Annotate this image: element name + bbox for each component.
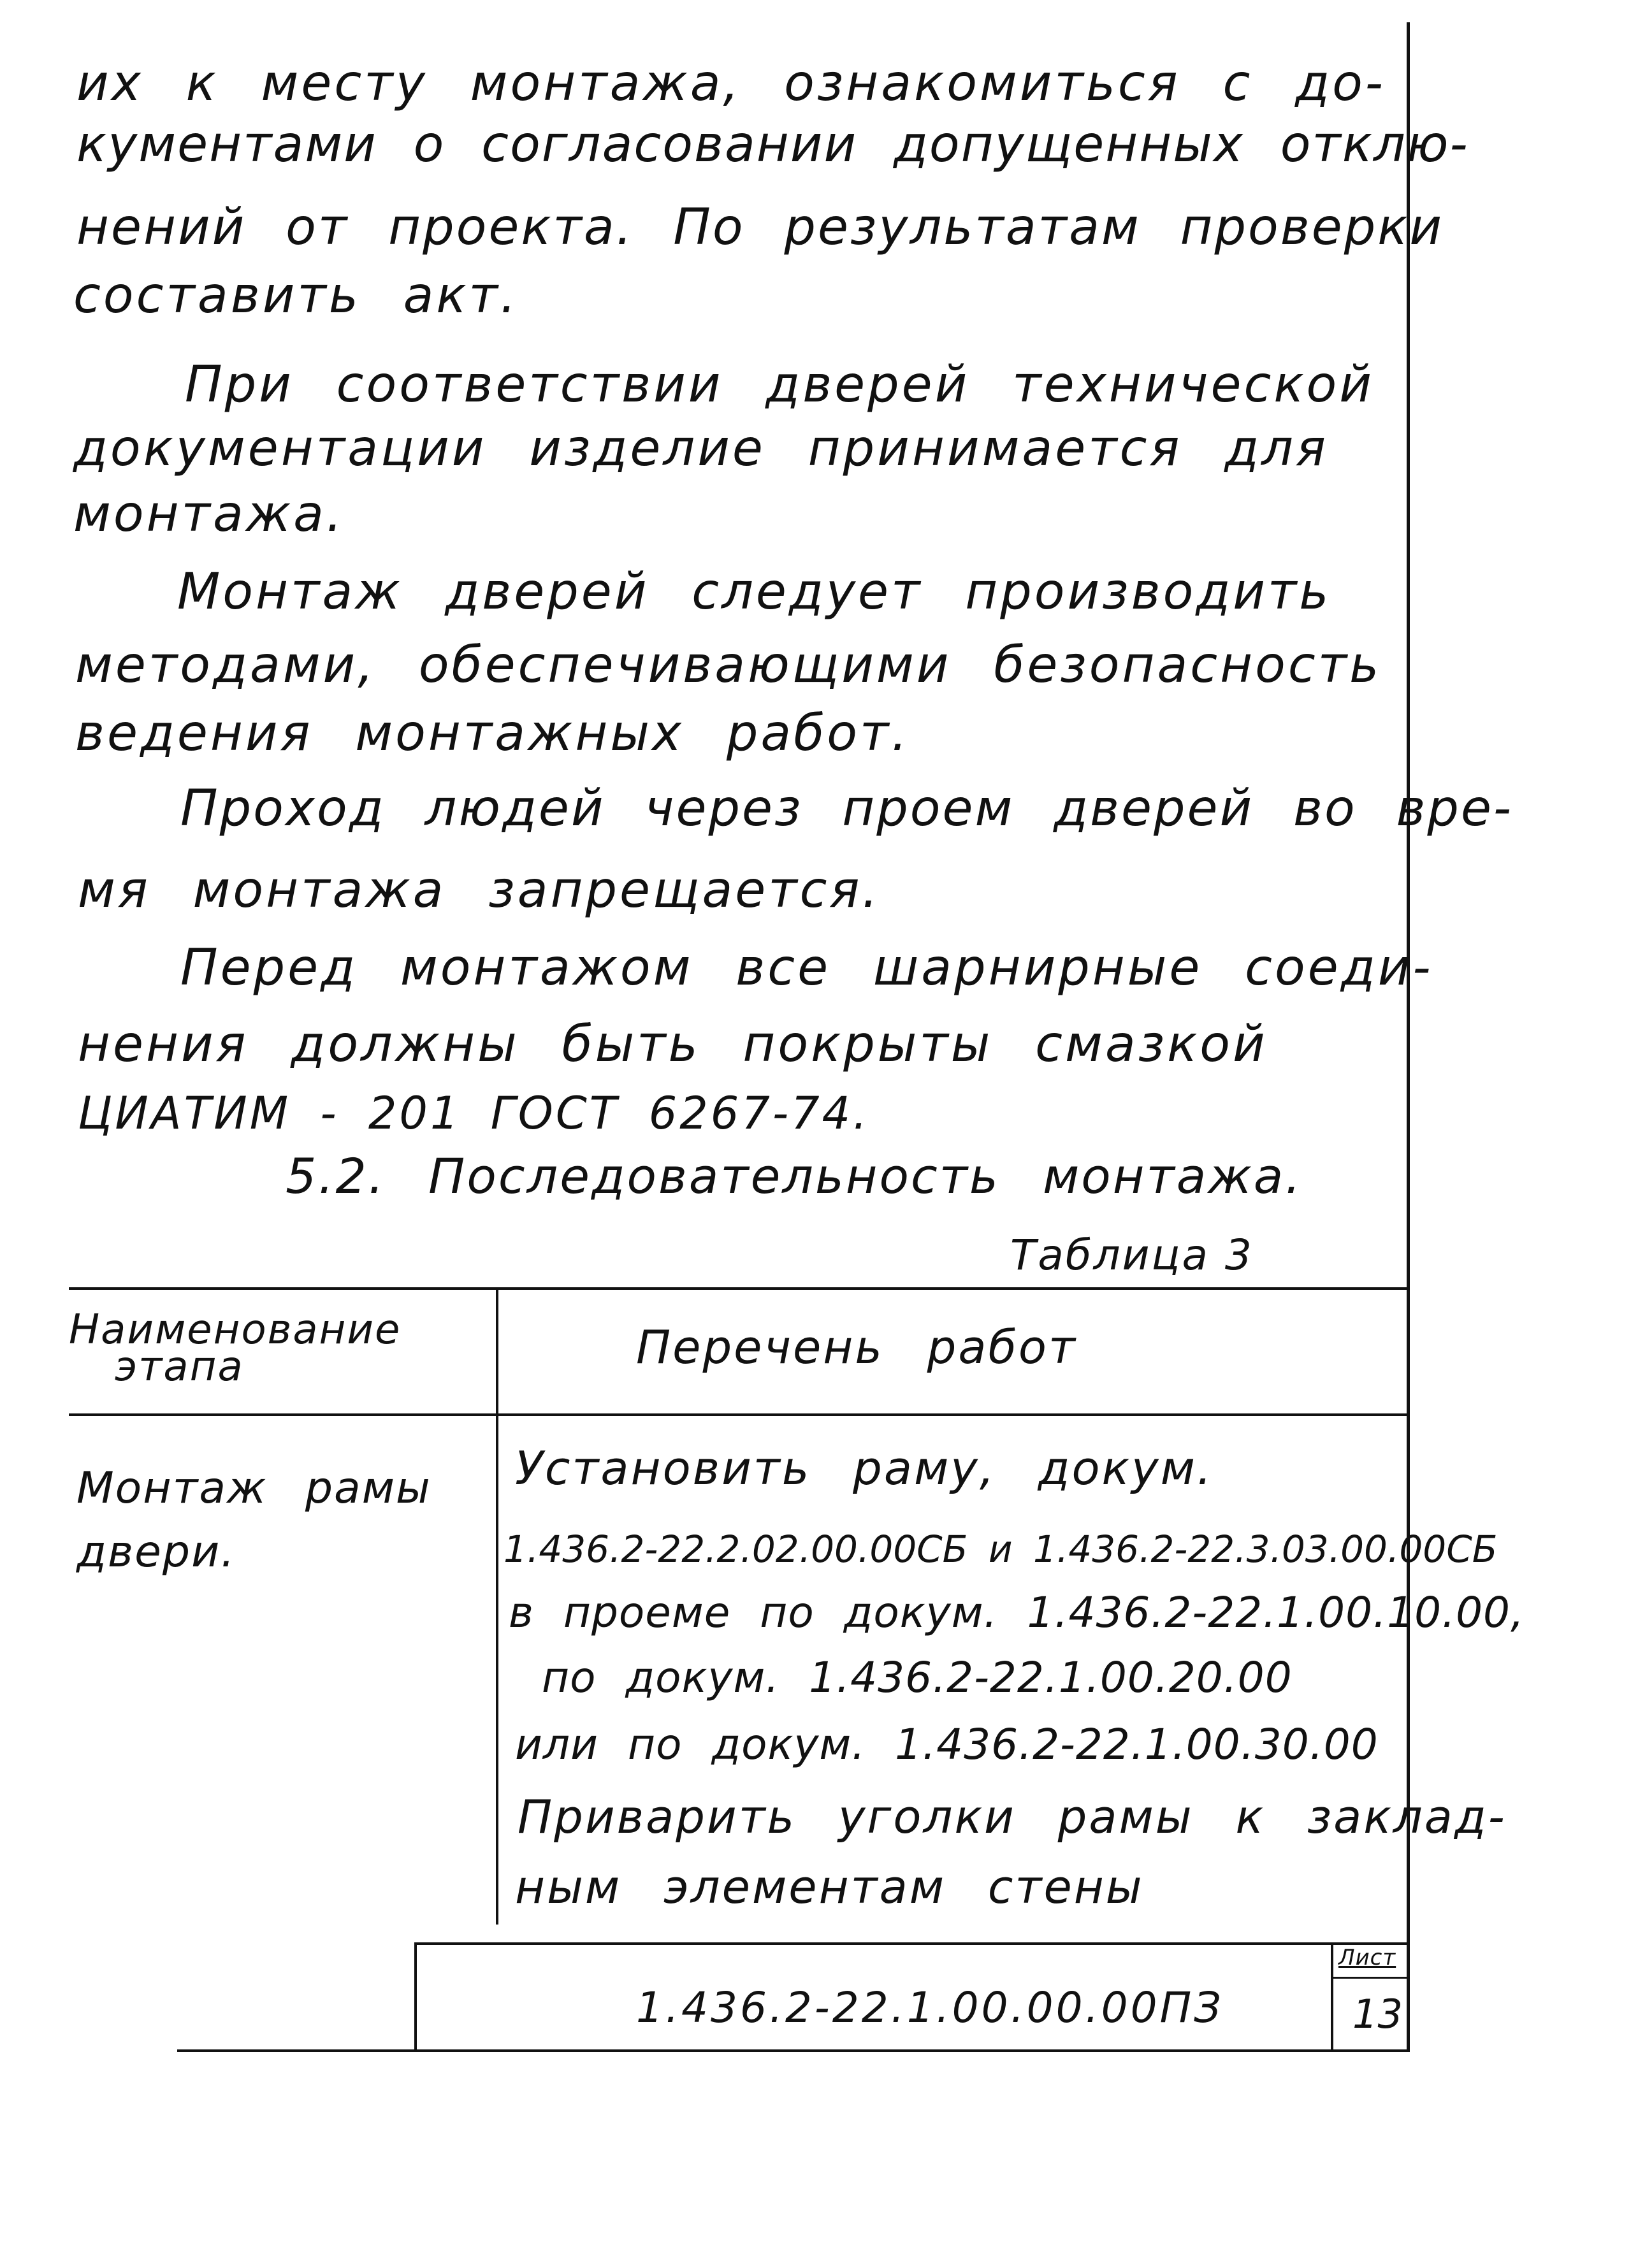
text-line: методами, обеспечивающими безопасность bbox=[75, 637, 1382, 694]
work-line: ным элементам стены bbox=[515, 1860, 1144, 1914]
header-stage-line: Наименование bbox=[69, 1306, 402, 1354]
table-caption: Таблица 3 bbox=[1010, 1231, 1254, 1280]
text-line: монтажа. bbox=[73, 486, 345, 543]
text-line: мя монтажа запрещается. bbox=[78, 862, 881, 919]
text-line: ведения монтажных работ. bbox=[75, 705, 910, 762]
title-block-left-border bbox=[414, 1942, 417, 2052]
text-line: документации изделие принимается для bbox=[73, 420, 1328, 477]
work-line: Приварить уголки рамы к заклад- bbox=[518, 1790, 1507, 1844]
text-line: их к месту монтажа, ознакомиться с до- bbox=[76, 55, 1386, 112]
section-title: 5.2. Последовательность монтажа. bbox=[286, 1148, 1303, 1204]
work-line: или по докум. 1.436.2-22.1.00.30.00 bbox=[515, 1720, 1379, 1769]
table-cell-stage bbox=[76, 1444, 431, 1577]
header-stage-line: этапа bbox=[115, 1343, 244, 1390]
table-header-works: Перечень работ bbox=[636, 1320, 1077, 1374]
stage-line: Монтаж рамы bbox=[76, 1463, 431, 1513]
table-header-stage bbox=[69, 1306, 402, 1390]
work-line: в проеме по докум. 1.436.2-22.1.00.10.00, bbox=[509, 1588, 1525, 1637]
stage-line: двери. bbox=[76, 1527, 236, 1577]
title-block-top-border bbox=[414, 1942, 1410, 1945]
text-line: кументами о согласовании допущенных отклю- bbox=[76, 116, 1469, 173]
work-line: по докум. 1.436.2-22.1.00.20.00 bbox=[542, 1653, 1293, 1702]
document-code: 1.436.2-22.1.00.00.00ПЗ bbox=[636, 1983, 1224, 2032]
text-line: ЦИАТИМ - 201 ГОСТ 6267-74. bbox=[78, 1087, 870, 1139]
text-line: составить акт. bbox=[73, 267, 519, 324]
frame-border-right bbox=[1407, 22, 1410, 2052]
table-header-separator bbox=[69, 1413, 1410, 1416]
work-line: 1.436.2-22.2.02.00.00СБ и 1.436.2-22.3.03.00.00СБ bbox=[504, 1528, 1498, 1571]
sheet-cell-divider bbox=[1331, 1977, 1410, 1979]
sheet-label: Лист bbox=[1338, 1945, 1396, 1970]
text-line: нений от проекта. По результатам проверки bbox=[76, 199, 1444, 256]
text-line: нения должны быть покрыты смазкой bbox=[78, 1016, 1268, 1073]
text-line: При соответствии дверей технической bbox=[185, 356, 1374, 414]
sheet-number: 13 bbox=[1352, 1991, 1403, 2037]
table-column-divider bbox=[496, 1287, 498, 1925]
text-line: Монтаж дверей следует производить bbox=[177, 563, 1331, 621]
work-line: Установить раму, докум. bbox=[515, 1441, 1214, 1495]
text-line: Проход людей через проем дверей во вре- bbox=[180, 780, 1514, 837]
sheet-cell-border bbox=[1331, 1942, 1333, 2052]
text-line: Перед монтажом все шарнирные соеди- bbox=[180, 939, 1433, 997]
table-top-border bbox=[69, 1287, 1410, 1290]
title-block-bottom-border bbox=[177, 2049, 1410, 2052]
